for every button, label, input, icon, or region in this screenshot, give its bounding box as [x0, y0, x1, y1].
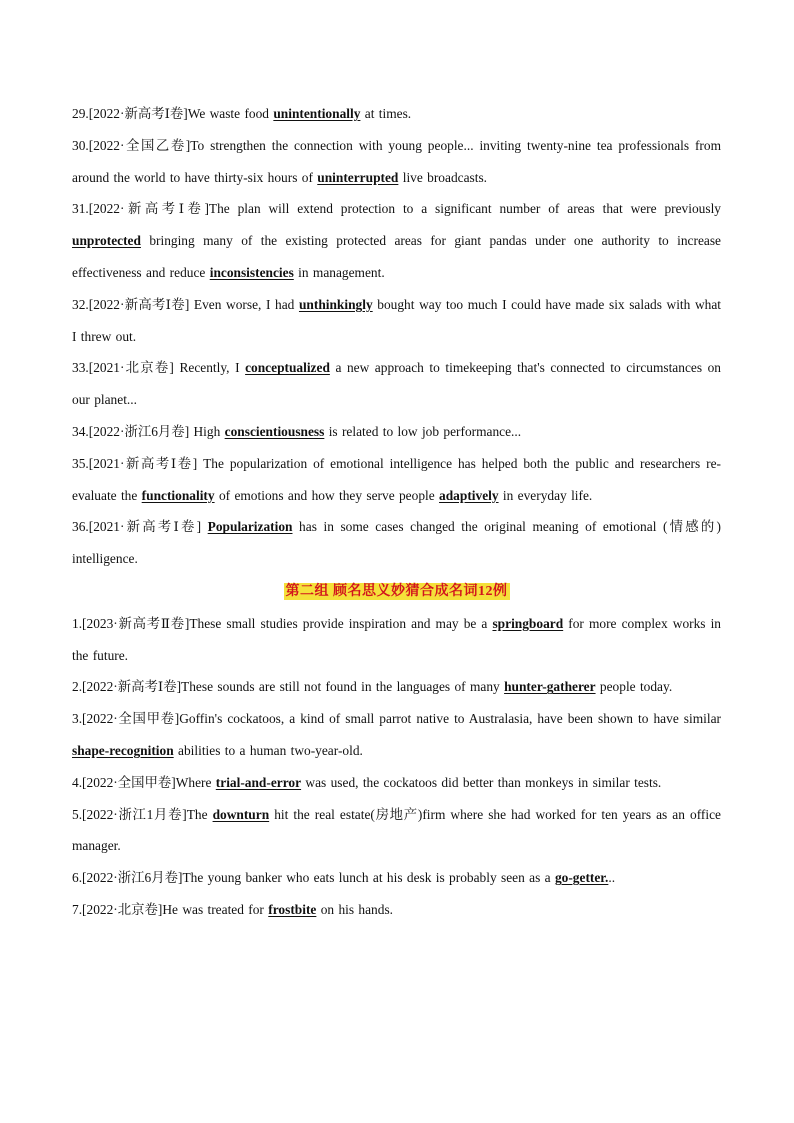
item-text: is related to low job performance... [324, 423, 522, 439]
item-text: 1.[2023·新高考Ⅱ卷]These small studies provide inspiration and may be a [72, 615, 493, 631]
item-text: hit the real estate(房地产)firm where she had worked for ten years as an office manager. [72, 806, 721, 854]
item-text: 31.[2022·新高考Ⅰ卷]The plan will extend protection to a significant number of areas that were previously [72, 201, 721, 217]
group2-item-4 [72, 767, 721, 799]
item-33 [72, 352, 721, 416]
item-31 [72, 193, 721, 288]
answer-word: conscientiousness [224, 423, 325, 439]
item-text: 33.[2021·北京卷] Recently, I [72, 360, 246, 376]
item-text: at times. [360, 106, 412, 121]
item-text: 6.[2022·浙江6月卷]The young banker who eats lunch at his desk is probably seen as a [72, 870, 555, 886]
answer-word: inconsistencies [209, 264, 294, 280]
answer-word: frostbite [268, 901, 317, 917]
item-text: was used, the cockatoos did better than monkeys in similar tests. [301, 774, 662, 790]
item-34 [72, 416, 721, 448]
item-text: has in some cases changed the original meaning of emotional (情感的) intelligence. [72, 519, 721, 567]
item-text: in management. [293, 264, 385, 280]
item-text: bought way too much I could have made six salads with what I threw out. [72, 296, 721, 344]
answer-word: conceptualized [245, 360, 330, 376]
item-text: 29.[2022·新高考Ⅰ卷]We waste food [72, 106, 274, 121]
answer-word: Popularization [207, 519, 293, 535]
answer-word: go-getter. [554, 870, 609, 886]
answer-word: downturn [212, 806, 270, 822]
item-text: live broadcasts. [398, 169, 488, 185]
answer-word: shape-recognition [72, 742, 174, 758]
item-text: 36.[2021·新高考Ⅰ卷] [72, 519, 208, 535]
group2-item-2 [72, 671, 721, 703]
item-text: .. [608, 870, 616, 886]
item-text: 35.[2021·新高考Ⅰ卷] The popularization of emotional intelligence has helped both the public and researchers re-evaluate the [72, 455, 721, 503]
item-text: on his hands. [316, 901, 394, 917]
section-heading-row [72, 575, 721, 608]
answer-word: springboard [492, 615, 564, 631]
item-36 [72, 511, 721, 575]
answer-word: hunter-gatherer [504, 679, 596, 695]
item-text: for more complex works in the future. [72, 615, 722, 663]
document-page [72, 98, 721, 926]
item-text: of emotions and how they serve people [214, 487, 440, 503]
item-text: 7.[2022·北京卷]He was treated for [72, 901, 269, 917]
item-30 [72, 130, 721, 194]
answer-word: trial-and-error [215, 774, 302, 790]
answer-word: functionality [141, 487, 215, 503]
item-text: a new approach to timekeeping that's connected to circumstances on our planet... [72, 360, 721, 408]
item-text: 5.[2022·浙江1月卷]The [72, 806, 213, 822]
item-text: 30.[2022·全国乙卷]To strengthen the connection with young people... inviting twenty-nine tea professionals from around the world to have thirty-six hours of [72, 137, 721, 185]
item-text: in everyday life. [498, 487, 593, 503]
item-text: abilities to a human two-year-old. [173, 742, 363, 758]
item-29 [72, 98, 721, 130]
group2-item-3 [72, 703, 721, 767]
group2-item-1 [72, 608, 721, 672]
answer-word: unprotected [72, 233, 141, 249]
group2-item-7 [72, 894, 721, 926]
item-text: 34.[2022·浙江6月卷] High [72, 423, 225, 439]
item-32 [72, 289, 721, 353]
item-text: 3.[2022·全国甲卷]Goffin's cockatoos, a kind of small parrot native to Australasia, have been shown to have similar [72, 711, 721, 727]
item-35 [72, 448, 721, 512]
item-text: bringing many of the existing protected areas for giant pandas under one authority to increase effectiveness and reduce [72, 233, 721, 280]
answer-word: unthinkingly [298, 296, 373, 312]
answer-word: unintentionally [273, 106, 361, 121]
answer-word: adaptively [439, 487, 499, 503]
group2-item-5 [72, 799, 721, 863]
group2-item-6 [72, 862, 721, 894]
item-text: 32.[2022·新高考Ⅰ卷] Even worse, I had [72, 296, 299, 312]
section-heading: 第二组 顾名思义妙猜合成名词12例 [285, 583, 508, 599]
answer-word: uninterrupted [317, 169, 399, 185]
item-text: 2.[2022·新高考Ⅰ卷]These sounds are still not found in the languages of many [72, 679, 505, 695]
item-text: 4.[2022·全国甲卷]Where [72, 774, 216, 790]
item-text: people today. [595, 679, 673, 695]
